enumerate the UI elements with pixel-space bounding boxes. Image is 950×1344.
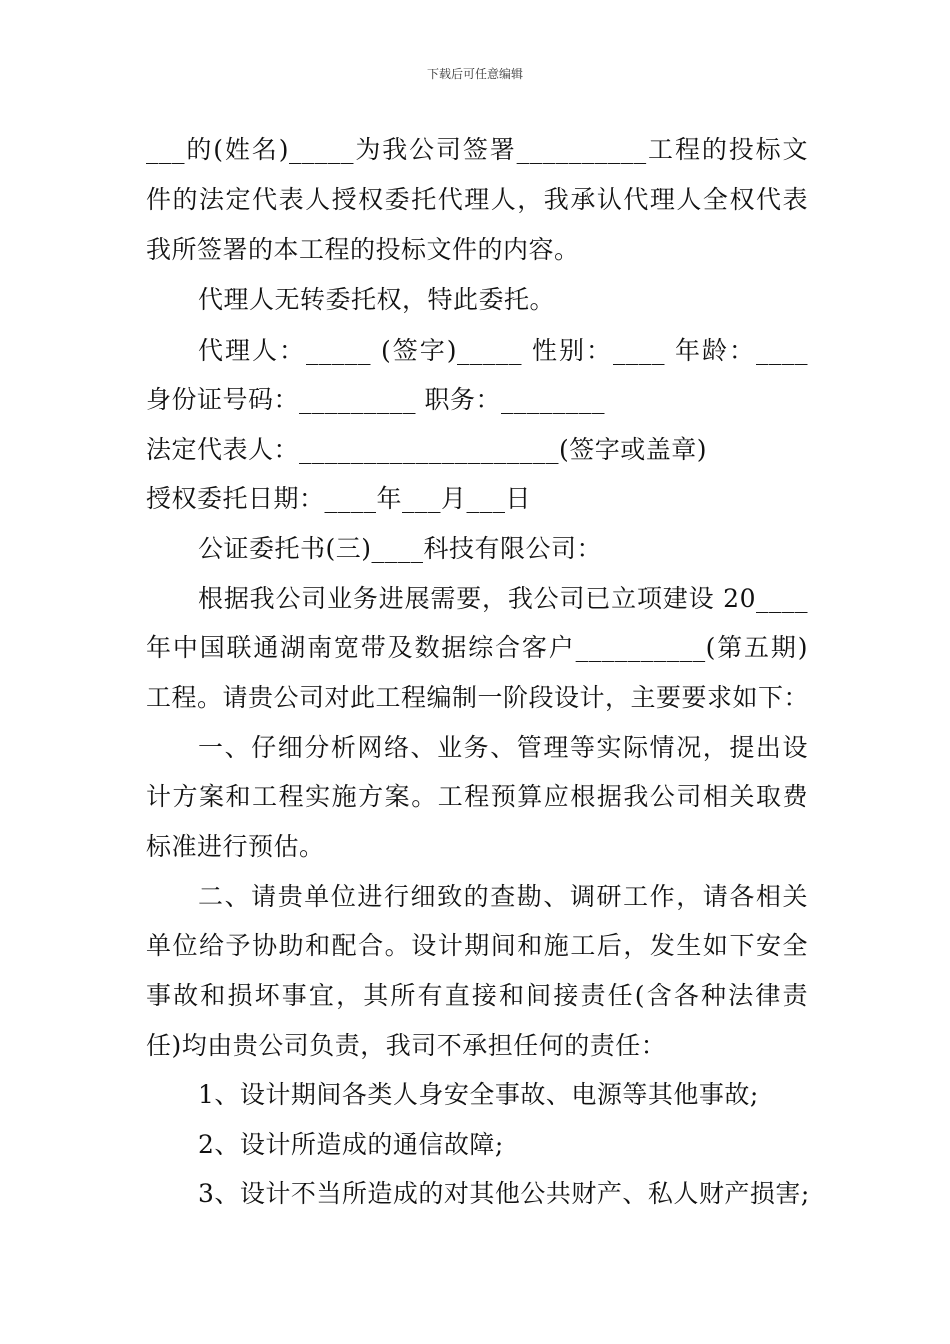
paragraph-line: 根据我公司业务进展需要，我公司已立项建设 20____ <box>198 584 808 613</box>
list-item: 2、设计所造成的通信故障; <box>198 1130 504 1159</box>
paragraph-line: 事故和损坏事宜，其所有直接和间接责任(含各种法律责 <box>146 981 808 1010</box>
paragraph-line: 我所签署的本工程的投标文件的内容。 <box>146 235 580 264</box>
paragraph-line: 年中国联通湖南宽带及数据综合客户__________(第五期) <box>146 633 808 662</box>
form-field-line: 代理人：_____ (签字)_____ 性别：____ 年龄：____ <box>198 336 808 365</box>
paragraph-line: ___的(姓名)_____为我公司签署__________工程的投标文 <box>146 135 808 164</box>
form-field-line: 法定代表人：____________________(签字或盖章) <box>146 435 708 464</box>
paragraph-line: 件的法定代表人授权委托代理人，我承认代理人全权代表 <box>146 185 808 214</box>
section-heading: 公证委托书(三)____科技有限公司： <box>198 534 603 563</box>
list-item: 1、设计期间各类人身安全事故、电源等其他事故; <box>198 1080 759 1109</box>
page-header: 下载后可任意编辑 <box>426 67 523 81</box>
paragraph-line: 单位给予协助和配合。设计期间和施工后，发生如下安全 <box>146 931 808 960</box>
paragraph-line: 标准进行预估。 <box>146 832 325 861</box>
form-field-line: 授权委托日期：____年___月___日 <box>146 484 532 513</box>
paragraph-line: 计方案和工程实施方案。工程预算应根据我公司相关取费 <box>146 782 808 811</box>
form-field-line: 身份证号码：_________ 职务：________ <box>146 385 605 414</box>
paragraph-line: 一、仔细分析网络、业务、管理等实际情况，提出设 <box>198 733 808 762</box>
paragraph-line: 工程。请贵公司对此工程编制一阶段设计，主要要求如下： <box>146 683 810 712</box>
paragraph-line: 代理人无转委托权，特此委托。 <box>198 285 556 314</box>
list-item: 3、设计不当所造成的对其他公共财产、私人财产损害; <box>198 1179 810 1208</box>
paragraph-line: 任)均由贵公司负责，我司不承担任何的责任： <box>146 1031 667 1060</box>
paragraph-line: 二、请贵单位进行细致的查勘、调研工作，请各相关 <box>198 882 808 911</box>
